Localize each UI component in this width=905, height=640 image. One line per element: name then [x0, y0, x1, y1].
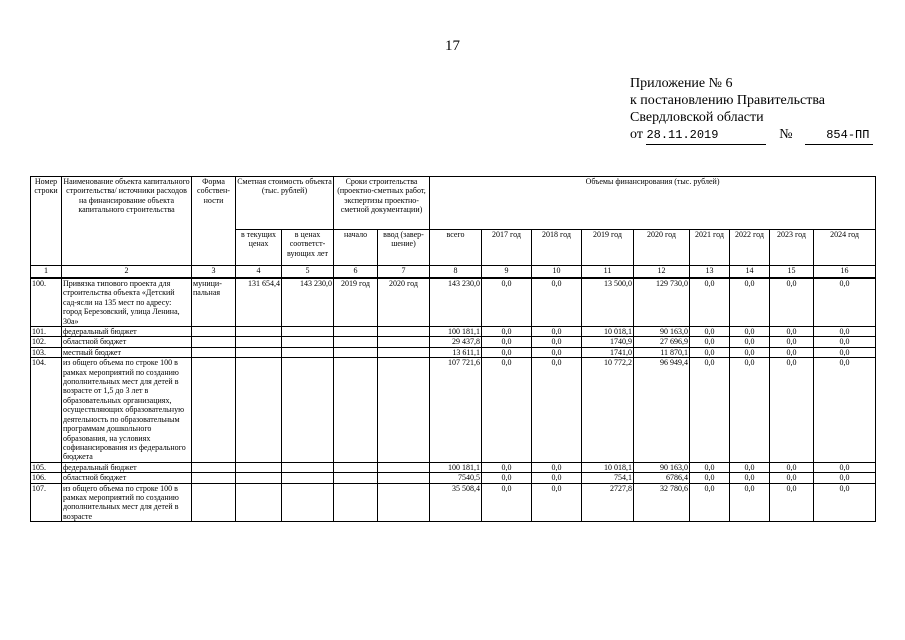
row-y2018: 0,0 — [532, 483, 582, 522]
row-y2023: 0,0 — [770, 483, 814, 522]
row-ownership — [192, 473, 236, 483]
row-total: 29 437,8 — [430, 337, 482, 347]
row-y2022: 0,0 — [730, 473, 770, 483]
decree-date: 28.11.2019 — [646, 127, 766, 145]
row-name: областной бюджет — [62, 473, 192, 483]
row-y2024: 0,0 — [814, 327, 876, 337]
header-year: 2019 год — [582, 230, 634, 266]
header-row-number: Номер строки — [31, 177, 62, 266]
row-y2018: 0,0 — [532, 347, 582, 357]
row-cost-hist — [282, 358, 334, 462]
column-number: 5 — [282, 266, 334, 279]
row-term-end — [378, 327, 430, 337]
row-term-end — [378, 347, 430, 357]
row-y2022: 0,0 — [730, 483, 770, 522]
column-number: 10 — [532, 266, 582, 279]
row-cost-current — [236, 347, 282, 357]
row-y2023: 0,0 — [770, 473, 814, 483]
row-number: 102. — [31, 337, 62, 347]
row-y2021: 0,0 — [690, 278, 730, 327]
row-y2023: 0,0 — [770, 327, 814, 337]
row-total: 143 230,0 — [430, 278, 482, 327]
column-number: 12 — [634, 266, 690, 279]
column-number: 14 — [730, 266, 770, 279]
row-y2017: 0,0 — [482, 337, 532, 347]
header-year: 2024 год — [814, 230, 876, 266]
table-row — [31, 347, 876, 357]
row-name: из общего объема по строке 100 в рамках мероприятий по созданию дополнительных мест для детей в возрасте — [62, 483, 192, 522]
row-y2020: 90 163,0 — [634, 327, 690, 337]
row-y2018: 0,0 — [532, 327, 582, 337]
row-y2023: 0,0 — [770, 462, 814, 472]
table-row — [31, 462, 876, 472]
header-term-end: ввод (завер- шение) — [378, 230, 430, 266]
column-number: 15 — [770, 266, 814, 279]
row-y2020: 129 730,0 — [634, 278, 690, 327]
row-cost-current — [236, 358, 282, 462]
column-number: 7 — [378, 266, 430, 279]
row-term-end — [378, 337, 430, 347]
row-y2020: 6786,4 — [634, 473, 690, 483]
row-y2022: 0,0 — [730, 462, 770, 472]
row-term-end: 2020 год — [378, 278, 430, 327]
column-number-row — [31, 266, 876, 279]
row-y2024: 0,0 — [814, 347, 876, 357]
row-y2022: 0,0 — [730, 278, 770, 327]
row-term-start — [334, 347, 378, 357]
row-y2022: 0,0 — [730, 358, 770, 462]
row-y2020: 11 870,1 — [634, 347, 690, 357]
header-year: 2018 год — [532, 230, 582, 266]
column-number: 11 — [582, 266, 634, 279]
appendix-block — [630, 75, 890, 145]
row-name: местный бюджет — [62, 347, 192, 357]
row-total: 100 181,1 — [430, 462, 482, 472]
header-year: 2022 год — [730, 230, 770, 266]
row-y2021: 0,0 — [690, 473, 730, 483]
header-year: 2017 год — [482, 230, 532, 266]
header-volumes: Объемы финансирования (тыс. рублей) — [430, 177, 876, 230]
column-number: 4 — [236, 266, 282, 279]
row-y2021: 0,0 — [690, 483, 730, 522]
row-term-start — [334, 483, 378, 522]
column-number: 16 — [814, 266, 876, 279]
row-y2021: 0,0 — [690, 327, 730, 337]
row-cost-hist — [282, 327, 334, 337]
row-name: Привязка типового проекта для строительства объекта «Детский сад-ясли на 135 мест по адресу: город Березовский, улица Ленина, 30а» — [62, 278, 192, 327]
column-number: 8 — [430, 266, 482, 279]
column-number: 3 — [192, 266, 236, 279]
row-y2022: 0,0 — [730, 327, 770, 337]
row-y2020: 27 696,9 — [634, 337, 690, 347]
appendix-date-line — [630, 126, 890, 145]
table-row — [31, 473, 876, 483]
row-name: федеральный бюджет — [62, 462, 192, 472]
row-ownership — [192, 358, 236, 462]
row-term-start — [334, 337, 378, 347]
row-y2019: 2727,8 — [582, 483, 634, 522]
appendix-line-3: Свердловской области — [630, 110, 764, 125]
row-cost-current — [236, 473, 282, 483]
row-y2024: 0,0 — [814, 483, 876, 522]
row-y2017: 0,0 — [482, 278, 532, 327]
row-y2023: 0,0 — [770, 337, 814, 347]
header-total: всего — [430, 230, 482, 266]
row-y2019: 10 018,1 — [582, 327, 634, 337]
row-term-start — [334, 473, 378, 483]
row-term-end — [378, 483, 430, 522]
row-y2017: 0,0 — [482, 483, 532, 522]
row-ownership — [192, 347, 236, 357]
row-y2021: 0,0 — [690, 358, 730, 462]
appendix-title: Приложение № 6 — [630, 76, 733, 91]
row-ownership — [192, 337, 236, 347]
header-year: 2020 год — [634, 230, 690, 266]
row-ownership — [192, 483, 236, 522]
row-y2019: 10 772,2 — [582, 358, 634, 462]
row-name: федеральный бюджет — [62, 327, 192, 337]
row-y2024: 0,0 — [814, 337, 876, 347]
row-y2024: 0,0 — [814, 278, 876, 327]
table-row — [31, 327, 876, 337]
row-term-end — [378, 473, 430, 483]
column-number: 6 — [334, 266, 378, 279]
column-number: 2 — [62, 266, 192, 279]
row-y2018: 0,0 — [532, 462, 582, 472]
row-cost-hist — [282, 473, 334, 483]
header-year: 2023 год — [770, 230, 814, 266]
row-cost-hist — [282, 347, 334, 357]
row-y2018: 0,0 — [532, 473, 582, 483]
number-sign: № — [779, 127, 793, 142]
row-cost-hist — [282, 483, 334, 522]
appendix-line-2: к постановлению Правительства — [630, 93, 826, 108]
row-cost-current — [236, 327, 282, 337]
row-number: 103. — [31, 347, 62, 357]
row-y2020: 96 949,4 — [634, 358, 690, 462]
row-y2022: 0,0 — [730, 337, 770, 347]
row-y2023: 0,0 — [770, 358, 814, 462]
row-cost-hist — [282, 337, 334, 347]
row-number: 107. — [31, 483, 62, 522]
page-number: 17 — [445, 38, 460, 54]
header-terms: Сроки строительства (проектно-сметных работ, экспертизы проектно-сметной документации) — [334, 177, 430, 230]
row-number: 105. — [31, 462, 62, 472]
row-total: 7540,5 — [430, 473, 482, 483]
date-prefix: от — [630, 127, 643, 142]
column-number: 13 — [690, 266, 730, 279]
row-y2018: 0,0 — [532, 358, 582, 462]
row-ownership — [192, 327, 236, 337]
row-y2017: 0,0 — [482, 462, 532, 472]
row-cost-current — [236, 483, 282, 522]
row-ownership — [192, 462, 236, 472]
row-cost-current — [236, 462, 282, 472]
table-row — [31, 337, 876, 347]
header-term-start: начало — [334, 230, 378, 266]
table-row — [31, 358, 876, 462]
row-y2024: 0,0 — [814, 462, 876, 472]
row-y2017: 0,0 — [482, 347, 532, 357]
row-y2021: 0,0 — [690, 347, 730, 357]
row-number: 101. — [31, 327, 62, 337]
row-term-end — [378, 358, 430, 462]
table-row — [31, 278, 876, 327]
row-number: 104. — [31, 358, 62, 462]
row-total: 13 611,1 — [430, 347, 482, 357]
row-term-end — [378, 462, 430, 472]
row-name: из общего объема по строке 100 в рамках мероприятий по созданию дополнительных мест для детей в возрасте от 1,5 до 3 лет в образовательных организациях, осуществляющих образовательную деятельность по образовательным программам дошкольного образования, на условиях софинансирования из федерального бюджета — [62, 358, 192, 462]
row-y2019: 10 018,1 — [582, 462, 634, 472]
row-y2017: 0,0 — [482, 358, 532, 462]
row-y2017: 0,0 — [482, 327, 532, 337]
row-total: 107 721,6 — [430, 358, 482, 462]
row-total: 100 181,1 — [430, 327, 482, 337]
row-number: 100. — [31, 278, 62, 327]
row-cost-current: 131 654,4 — [236, 278, 282, 327]
column-number: 1 — [31, 266, 62, 279]
row-term-start — [334, 462, 378, 472]
header-cost: Сметная стоимость объекта (тыс. рублей) — [236, 177, 334, 230]
table-row — [31, 483, 876, 522]
row-y2019: 13 500,0 — [582, 278, 634, 327]
row-y2023: 0,0 — [770, 347, 814, 357]
decree-number: 854-ПП — [805, 127, 873, 145]
row-cost-hist: 143 230,0 — [282, 278, 334, 327]
header-ownership: Форма собствен- ности — [192, 177, 236, 266]
column-number: 9 — [482, 266, 532, 279]
row-y2019: 754,1 — [582, 473, 634, 483]
header-row-top — [31, 177, 876, 230]
row-y2021: 0,0 — [690, 462, 730, 472]
row-ownership: муници- пальная — [192, 278, 236, 327]
row-y2017: 0,0 — [482, 473, 532, 483]
row-y2024: 0,0 — [814, 473, 876, 483]
row-y2021: 0,0 — [690, 337, 730, 347]
row-y2018: 0,0 — [532, 278, 582, 327]
row-name: областной бюджет — [62, 337, 192, 347]
row-y2023: 0,0 — [770, 278, 814, 327]
header-cost-current: в текущих ценах — [236, 230, 282, 266]
row-term-start — [334, 358, 378, 462]
header-name: Наименование объекта капитального строительства/ источники расходов на финансирование объекта капитального строительства — [62, 177, 192, 266]
row-y2019: 1741,0 — [582, 347, 634, 357]
row-y2020: 32 780,6 — [634, 483, 690, 522]
row-y2018: 0,0 — [532, 337, 582, 347]
row-cost-current — [236, 337, 282, 347]
header-cost-hist: в ценах соответст- вующих лет — [282, 230, 334, 266]
row-total: 35 508,4 — [430, 483, 482, 522]
row-y2020: 90 163,0 — [634, 462, 690, 472]
row-y2022: 0,0 — [730, 347, 770, 357]
row-y2024: 0,0 — [814, 358, 876, 462]
header-year: 2021 год — [690, 230, 730, 266]
row-term-start: 2019 год — [334, 278, 378, 327]
row-term-start — [334, 327, 378, 337]
row-number: 106. — [31, 473, 62, 483]
row-y2019: 1740,9 — [582, 337, 634, 347]
row-cost-hist — [282, 462, 334, 472]
financing-table — [30, 176, 876, 522]
